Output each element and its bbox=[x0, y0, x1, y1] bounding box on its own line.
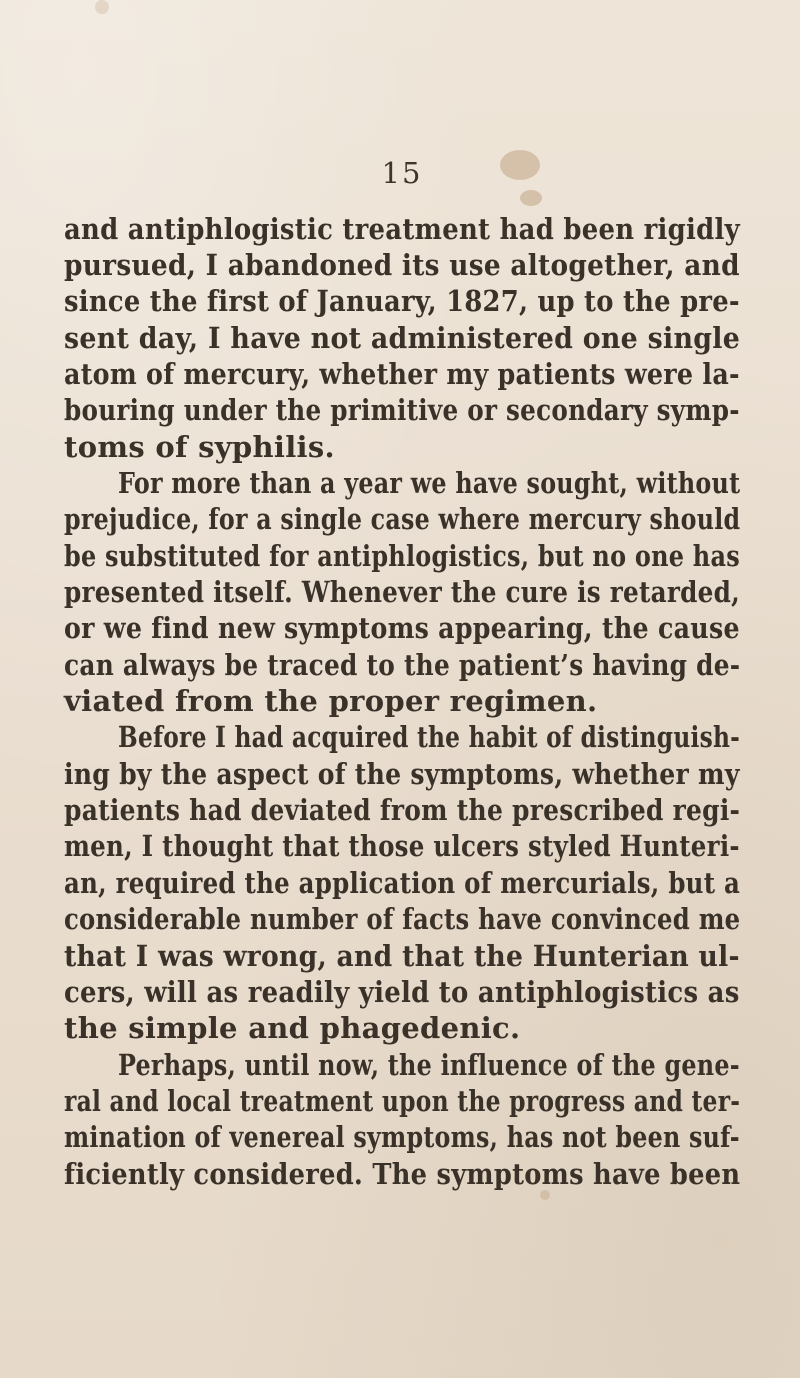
text-line: bouring under the primitive or secondary symp- bbox=[64, 393, 740, 427]
text-line: the simple and phagedenic. bbox=[64, 1011, 521, 1045]
text-line: be substituted for antiphlogistics, but no one has bbox=[64, 539, 740, 573]
text-line: ficiently considered. The symptoms have been bbox=[64, 1157, 741, 1191]
text-line: that I was wrong, and that the Hunterian ul- bbox=[64, 939, 740, 973]
paper-stain bbox=[540, 1190, 550, 1200]
text-line: sent day, I have not administered one single bbox=[64, 321, 741, 355]
text-line: pursued, I abandoned its use altogether, and bbox=[64, 248, 740, 282]
text-line: toms of syphilis. bbox=[64, 430, 335, 464]
text-line: presented itself. Whenever the cure is retarded, bbox=[64, 575, 740, 609]
page-number: 15 bbox=[381, 156, 423, 190]
text-line: an, required the application of mercurials, but a bbox=[64, 866, 741, 900]
text-line: considerable number of facts have convinced me bbox=[64, 902, 741, 936]
text-line: For more than a year we have sought, without bbox=[118, 466, 741, 500]
text-line: cers, will as readily yield to antiphlogistics as bbox=[64, 975, 740, 1009]
text-line: and antiphlogistic treatment had been rigidly bbox=[64, 212, 740, 246]
paper-stain bbox=[520, 190, 542, 206]
text-line: or we find new symptoms appearing, the cause bbox=[64, 611, 740, 645]
text-line: men, I thought that those ulcers styled Hunteri- bbox=[64, 829, 740, 863]
text-line: viated from the proper regimen. bbox=[64, 684, 598, 718]
text-line: can always be traced to the patient’s having de- bbox=[64, 648, 741, 682]
text-line: atom of mercury, whether my patients were la- bbox=[64, 357, 740, 391]
text-line: Perhaps, until now, the influence of the gene- bbox=[118, 1048, 740, 1082]
paper-stain bbox=[95, 0, 109, 14]
text-line: Before I had acquired the habit of distinguish- bbox=[118, 720, 741, 754]
text-line: since the first of January, 1827, up to the pre- bbox=[64, 284, 740, 318]
text-line: ing by the aspect of the symptoms, whether my bbox=[64, 757, 740, 791]
text-line: ral and local treatment upon the progress and ter- bbox=[64, 1084, 741, 1118]
paper-stain bbox=[500, 150, 540, 180]
text-line: prejudice, for a single case where mercury should bbox=[64, 502, 741, 536]
text-line: patients had deviated from the prescribed regi- bbox=[64, 793, 741, 827]
text-line: mination of venereal symptoms, has not been suf- bbox=[64, 1120, 740, 1154]
